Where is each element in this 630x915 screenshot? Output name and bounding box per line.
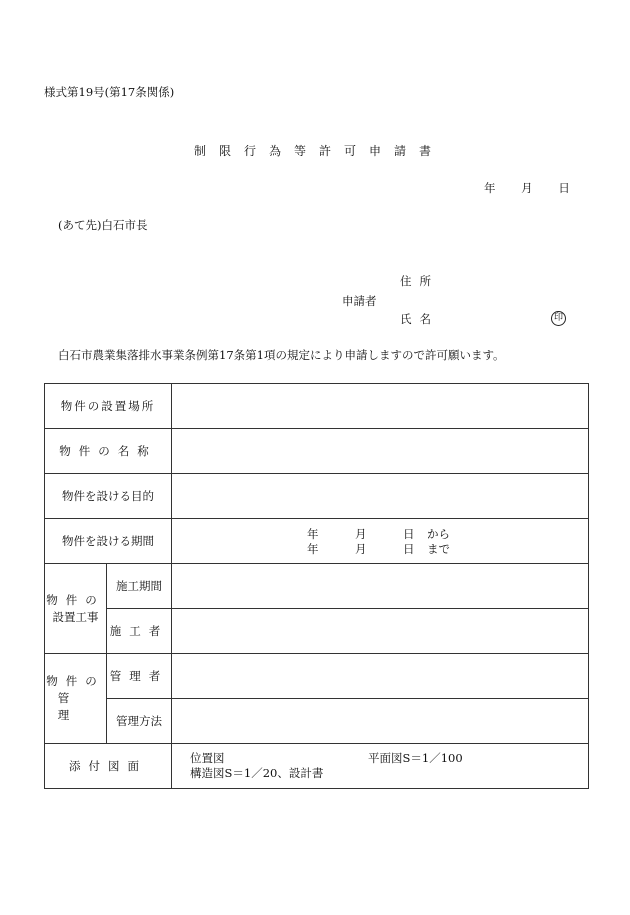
date-line — [484, 180, 592, 196]
table-row — [45, 474, 589, 519]
application-table — [44, 383, 589, 789]
manager-field[interactable] — [172, 654, 589, 699]
purpose-label: 物件を設ける目的 — [45, 474, 172, 519]
object-name-field[interactable] — [172, 429, 589, 474]
construction-group-line2: 設置工事 — [52, 609, 99, 624]
period-to-month: 月 — [355, 541, 367, 556]
purpose-field[interactable] — [172, 474, 589, 519]
attachment-item: 位置図 — [190, 751, 225, 765]
location-label: 物件の設置場所 — [45, 384, 172, 429]
attachment-item: 平面図S＝1／100 — [368, 751, 463, 765]
construction-period-label: 施工期間 — [107, 564, 172, 609]
contractor-field[interactable] — [172, 609, 589, 654]
period-to-suffix: まで — [427, 541, 450, 556]
period-label: 物件を設ける期間 — [45, 519, 172, 564]
management-group-line2: 管理 — [57, 691, 94, 722]
table-row — [45, 609, 589, 654]
period-from-year: 年 — [307, 526, 319, 541]
management-group-label — [45, 654, 107, 744]
date-year: 年 — [484, 181, 496, 195]
manager-label: 管理者 — [107, 654, 172, 699]
period-from-day: 日 — [403, 526, 415, 541]
object-name-label: 物件の名称 — [45, 429, 172, 474]
applicant-label: 申請者 — [342, 294, 377, 308]
date-month: 月 — [521, 181, 533, 195]
construction-group-label — [45, 564, 107, 654]
table-row — [45, 744, 589, 789]
address-label: 住所 — [400, 274, 439, 288]
request-text: 白石市農業集落排水事業条例第17条第1項の規定により申請しますので許可願います。 — [58, 348, 505, 362]
table-row — [45, 519, 589, 564]
document-title: 制限行為等許可申請書 — [193, 144, 444, 158]
management-method-label: 管理方法 — [107, 699, 172, 744]
management-method-field[interactable] — [172, 699, 589, 744]
attachments-label: 添付図面 — [45, 744, 172, 789]
table-row — [45, 699, 589, 744]
period-from-suffix: から — [427, 526, 450, 541]
period-to-day: 日 — [403, 541, 415, 556]
form-number: 様式第19号(第17条関係) — [44, 85, 175, 99]
management-group-line1: 物件の — [46, 674, 105, 688]
date-day: 日 — [558, 181, 570, 195]
location-field[interactable] — [172, 384, 589, 429]
contractor-label: 施工者 — [107, 609, 172, 654]
table-row — [45, 384, 589, 429]
name-label: 氏名 — [400, 312, 439, 326]
period-to-year: 年 — [307, 541, 319, 556]
construction-period-field[interactable] — [172, 564, 589, 609]
addressee: (あて先)白石市長 — [58, 218, 148, 232]
construction-group-line1: 物件の — [46, 592, 105, 607]
attachments-field — [172, 744, 589, 789]
period-from-month: 月 — [355, 526, 367, 541]
seal-mark: 印 — [551, 311, 566, 326]
attachment-item: 構造図S＝1／20、設計書 — [190, 766, 324, 780]
table-row — [45, 654, 589, 699]
period-field[interactable] — [172, 519, 589, 564]
table-row — [45, 564, 589, 609]
table-row — [45, 429, 589, 474]
